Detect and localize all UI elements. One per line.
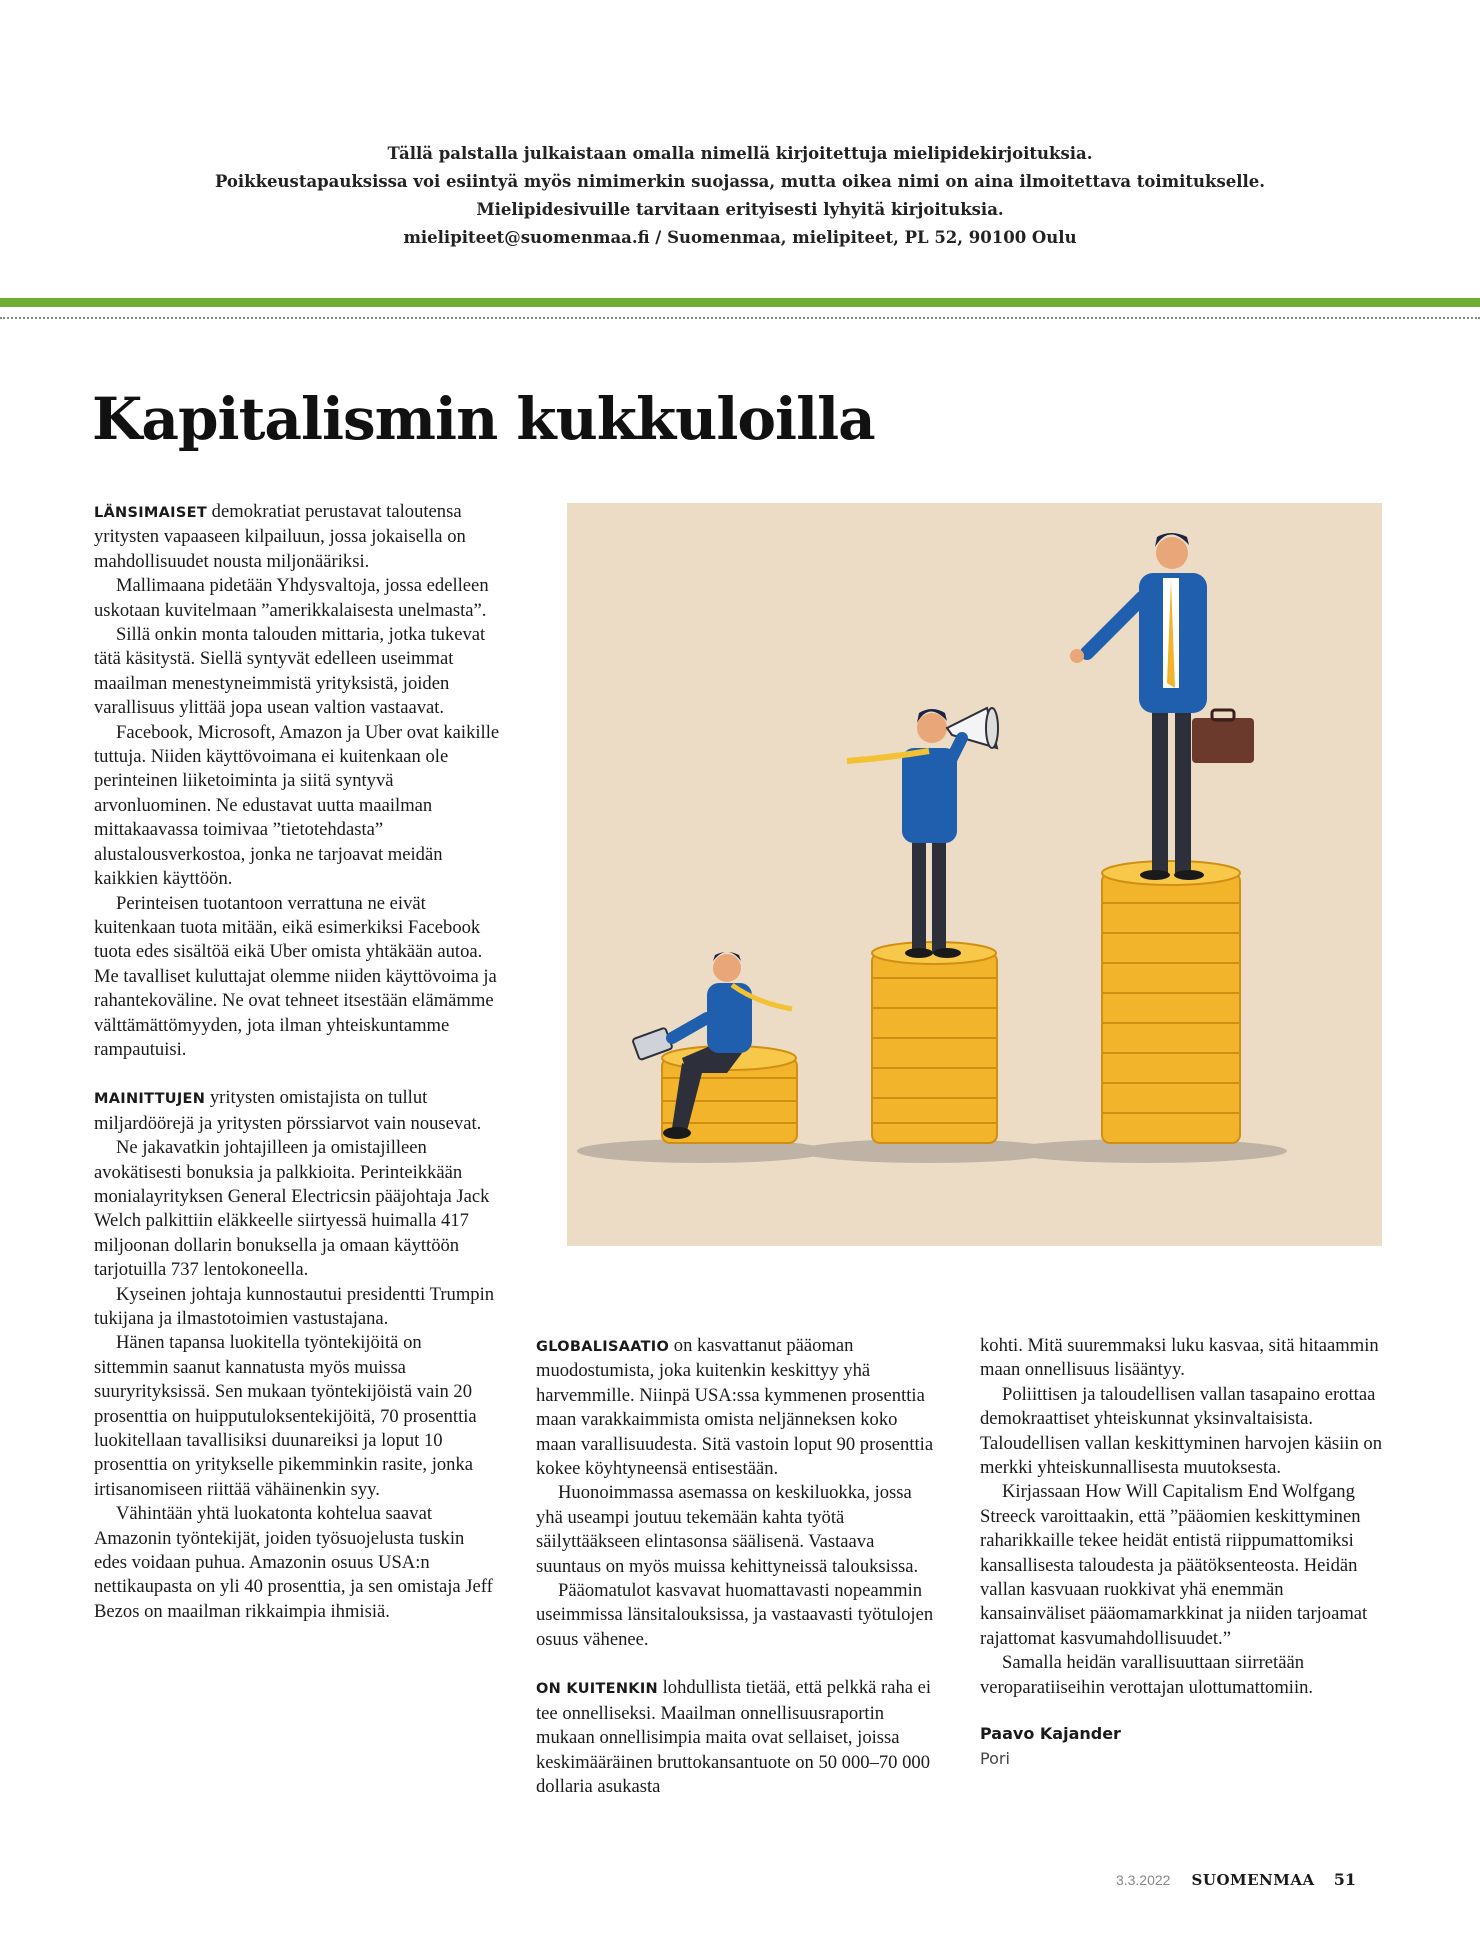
intro-line-3: Mielipidesivuille tarvitaan erityisesti lyhyitä kirjoituksia.	[476, 200, 1004, 219]
paragraph	[536, 1676, 942, 1799]
author-place: Pori	[980, 1748, 1010, 1768]
lead-word: LÄNSIMAISET	[94, 505, 208, 521]
intro-contact-line: mielipiteet@suomenmaa.fi / Suomenmaa, mielipiteet, PL 52, 90100 Oulu	[403, 228, 1077, 247]
dotted-rule	[0, 317, 1480, 319]
paragraph	[536, 1334, 942, 1481]
paragraph: Kirjassaan How Will Capitalism End Wolfgang Streeck varoittaakin, että ”pääomien keskittyminen raharikkaille tekee heidät entistä riippumattomiksi kansallisesta taloudesta ja päätöksenteosta. Heidän vallan kasvuaan ruokkivat yhä enemmän kansainväliset pääomamarkkinat ja niiden tarjoamat rajattomat kasvumahdollisuudet.”	[980, 1481, 1368, 1649]
article-column-2	[536, 1334, 942, 1799]
page-footer	[1116, 1870, 1356, 1889]
intro-line-1: Tällä palstalla julkaistaan omalla nimellä kirjoitettuja mielipidekirjoituksia.	[387, 144, 1093, 163]
paragraph-text: on kasvattanut pääoman muodostumista, joka kuitenkin keskittyy yhä harvemmille. Niinpä USA:ssa kymmenen prosenttia maan varakkaimmista omista neljänneksen koko maan varallisuudesta. Sitä vastoin loput 90 prosenttia kokee köyhtyneensä entisestään.	[536, 1335, 934, 1480]
paragraph: Sillä onkin monta talouden mittaria, jotka tukevat tätä käsitystä. Siellä syntyvät edelleen useimmat maailman menestyneimmistä yrityksistä, joiden varallisuus ylittää jopa usean valtion vastaavat.	[94, 624, 486, 719]
article-illustration	[567, 503, 1382, 1246]
paragraph: Ne jakavatkin johtajilleen ja omistajilleen avokätisesti bonuksia ja palkkioita. Perinteikkään monialayrityksen General Electricsin pääjohtaja Jack Welch palkittiin eläkkeelle siirtyessä huimalla 417 miljoonan dollarin bonuksella ja omaan käyttöön tarjotuilla 737 lentokoneella.	[94, 1137, 490, 1281]
paragraph: Hänen tapansa luokitella työntekijöitä on sittemmin saanut kannatusta myös muissa suuryrityksissä. Sen mukaan työntekijöistä vain 20 prosenttia on huipputuloksentekijöitä, 70 prosenttia luokitellaan tavallisiksi duunareiksi ja loput 10 prosenttia on yritykselle pikemminkin rasite, jonka irtisanomiseen riittää vähäinenkin syy.	[94, 1332, 477, 1500]
paragraph: Pääomatulot kasvavat huomattavasti nopeammin useimmissa länsitalouksissa, ja vastaavasti työtulojen osuus vähenee.	[536, 1580, 934, 1650]
paragraph: Mallimaana pidetään Yhdysvaltoja, jossa edelleen uskotaan kuvitelmaan ”amerikkalaisesta unelmasta”.	[94, 575, 489, 621]
article-headline: Kapitalismin kukkuloilla	[92, 385, 875, 453]
paragraph	[94, 1086, 500, 1136]
paragraph: Huonoimmassa asemassa on keskiluokka, jossa yhä useampi joutuu tekemään kahta työtä säilyttääkseen elintasonsa säälisenä. Vastaava suuntaus on myös muissa kehittyneissä talouksissa.	[536, 1482, 919, 1577]
paragraph: Perinteisen tuotantoon verrattuna ne eivät kuitenkaan tuota mitään, eikä esimerkiksi Facebook tuota edes sisältöä eikä Uber omista yhtäkään autoa. Me tavalliset kuluttajat olemme niiden käyttövoima ja rahantekoväline. Ne ovat tehneet itsestään elämämme välttämättömyyden, jota ilman yhteiskuntamme rampautuisi.	[94, 892, 497, 1060]
paragraph-text: demokratiat perustavat taloutensa yritysten vapaaseen kilpailuun, jossa jokaisella on mahdollisuudet nousta miljonääriksi.	[94, 501, 466, 572]
article-column-3	[980, 1334, 1386, 1771]
paragraph: kohti. Mitä suuremmaksi luku kasvaa, sitä hitaammin maan onnellisuus lisääntyy.	[980, 1335, 1379, 1381]
author-name: Paavo Kajander	[980, 1724, 1121, 1744]
article-column-1	[94, 500, 500, 1624]
lead-word: MAINITTUJEN	[94, 1091, 206, 1108]
paragraph: Facebook, Microsoft, Amazon ja Uber ovat kaikille tuttuja. Niiden käyttövoimana ei kuitenkaan ole perinteinen liiketoiminta ja siitä syntyvä arvonluominen. Ne edustavat uutta maailman mittakaavassa toimivaa ”tietotehdasta” alustalousverkostoa, jonka ne tarjoavat meidän kaikkien käyttöön.	[94, 721, 500, 890]
paragraph: Kyseinen johtaja kunnostautui presidentti Trumpin tukijana ja ilmastotoimien vastustajana.	[94, 1283, 495, 1329]
newspaper-name: SUOMENMAA	[1191, 1871, 1315, 1889]
paragraph	[94, 500, 500, 574]
lead-word: GLOBALISAATIO	[536, 1339, 670, 1355]
paragraph: Samalla heidän varallisuuttaan siirretään veroparatiiseihin verottajan ulottumattomiin.	[980, 1652, 1314, 1698]
paragraph-text: lohdullista tietää, että pelkkä raha ei tee onnelliseksi. Maailman onnellisuusraportin mukaan onnellisimpia maita ovat sellaiset, joissa keskimääräinen bruttokansantuote on 50 000–70 000 dollaria asukasta	[536, 1677, 932, 1797]
issue-date: 3.3.2022	[1115, 1872, 1171, 1888]
paragraph: Poliittisen ja taloudellisen vallan tasapaino erottaa demokraattiset yhteiskunnat yksinvaltaisista. Taloudellisen vallan keskittyminen harvojen käsiin on merkki yhteiskunnallisesta muutoksesta.	[980, 1383, 1382, 1479]
paragraph: Vähintään yhtä luokatonta kohtelua saavat Amazonin työntekijät, joiden työsuojelusta tuskin edes voidaan puhua. Amazonin osuus USA:n nettikaupasta on yli 40 prosenttia, ja sen omistaja Jeff Bezos on maailman rikkaimpia ihmisiä.	[94, 1503, 493, 1622]
intro-line-2: Poikkeustapauksissa voi esiintyä myös nimimerkin suojassa, mutta oikea nimi on aina ilmoitettava toimitukselle.	[214, 172, 1266, 191]
column-intro	[0, 140, 1480, 252]
paragraph-text: yritysten omistajista on tullut miljardöörejä ja yritysten pörssiarvot vain nousevat.	[94, 1087, 482, 1134]
lead-word: ON KUITENKIN	[536, 1681, 658, 1698]
green-rule	[0, 298, 1480, 307]
page-number: 51	[1333, 1870, 1356, 1889]
